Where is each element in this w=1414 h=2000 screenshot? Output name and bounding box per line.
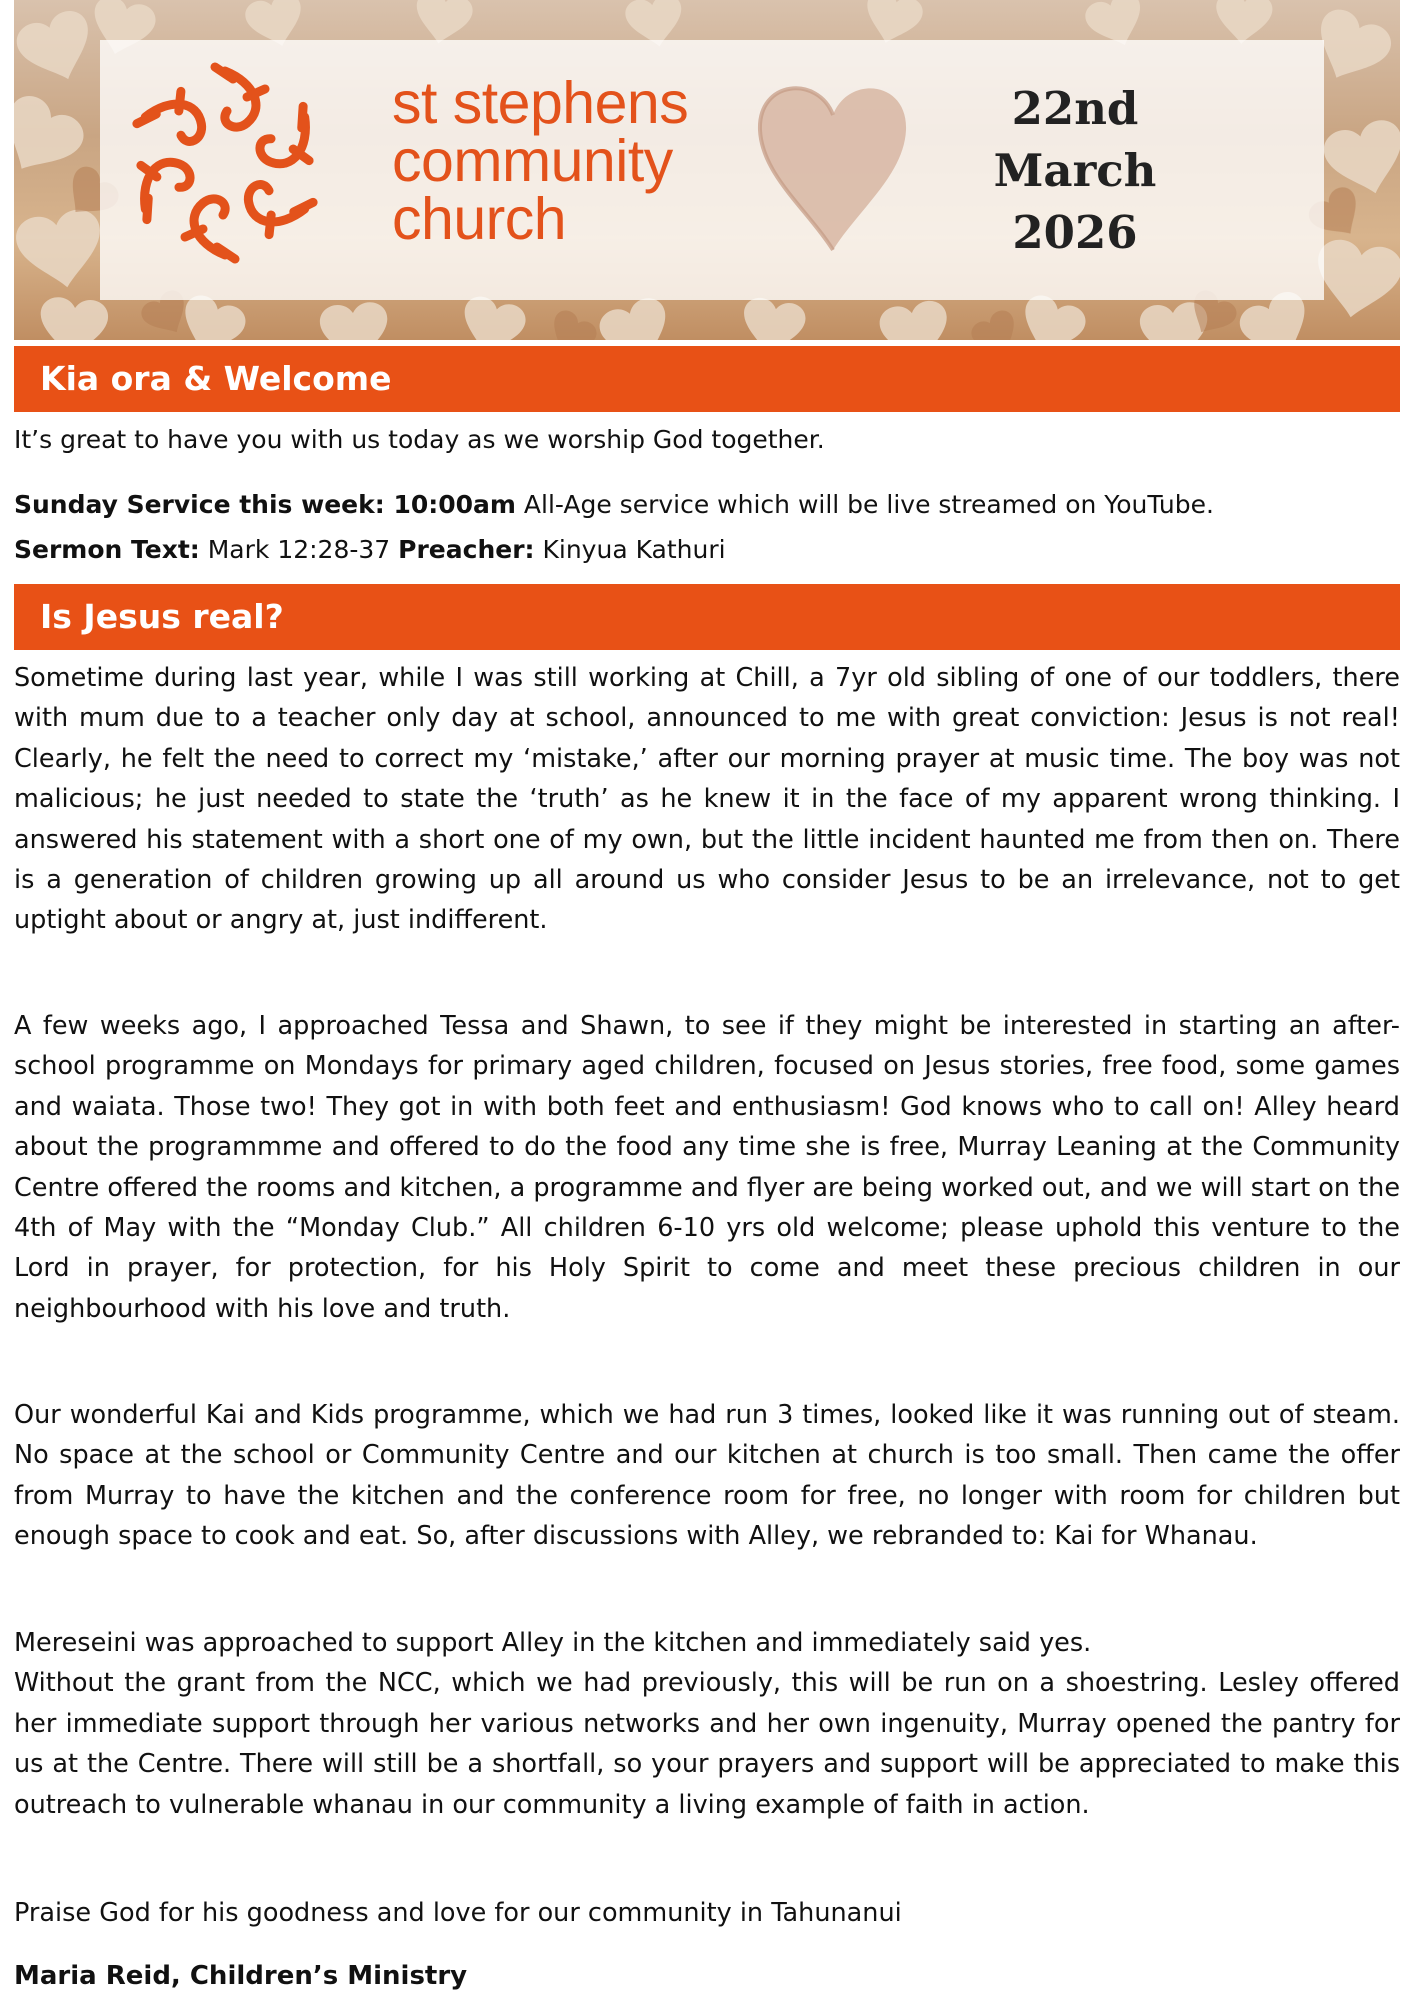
date-year: 2026 bbox=[1012, 206, 1138, 259]
article-paragraph-5: Praise God for his goodness and love for our community in Tahunanui bbox=[14, 1898, 902, 1928]
wooden-heart-icon bbox=[748, 70, 918, 260]
sermon-text: Mark 12:28-37 bbox=[199, 535, 399, 564]
date-month: March bbox=[993, 144, 1157, 197]
logo-line-1: st stephens bbox=[392, 70, 689, 136]
logo-line-2: community bbox=[392, 128, 673, 194]
church-logo-icon bbox=[120, 58, 330, 268]
logo-line-3: church bbox=[392, 186, 567, 252]
article-paragraph-3: Our wonderful Kai and Kids programme, which we had run 3 times, looked like it was running out of steam. No space at the school or Community Centre and our kitchen at church is too small. Then came the offer from Murray to have the kitchen and the conference room for free, no longer with room for children but enough space to cook and eat. So, after discussions with Alley, we rebranded to: Kai for Whanau. bbox=[14, 1400, 1400, 1552]
author-signature: Maria Reid, Children’s Ministry bbox=[14, 1961, 468, 1991]
article-heading: Is Jesus real? bbox=[14, 584, 1400, 650]
bulletin-date bbox=[970, 78, 1180, 264]
preacher-label: Preacher: bbox=[398, 535, 535, 564]
sermon-label: Sermon Text: bbox=[14, 535, 200, 564]
service-info bbox=[14, 488, 1400, 522]
service-label: Sunday Service this week: 10:00am bbox=[14, 490, 516, 519]
welcome-heading: Kia ora & Welcome bbox=[14, 346, 1400, 412]
church-name-logo-text bbox=[392, 70, 689, 252]
sermon-info bbox=[14, 533, 1400, 567]
article-paragraph-4: Mereseini was approached to support Alley in the kitchen and immediately said yes. Without the grant from the NCC, which we had previously, this will be run on a shoestring. Lesley offered her immediate support through her various networks and her own ingenuity, Murray opened the pantry for us at the Centre. There will still be a shortfall, so your prayers and support will be appreciated to make this outreach to vulnerable whanau in our community a living example of faith in action. bbox=[14, 1628, 1400, 1820]
article-paragraph-1: Sometime during last year, while I was still working at Chill, a 7yr old sibling of one of our toddlers, there with mum due to a teacher only day at school, announced to me with great conviction: Jesus is not real! Clearly, he felt the need to correct my ‘mistake,’ after our morning prayer at music time. The boy was not malicious; he just needed to state the ‘truth’ as he knew it in the face of my apparent wrong thinking. I answered his statement with a short one of my own, but the little incident haunted me from then on. There is a generation of children growing up all around us who consider Jesus to be an irrelevance, not to get uptight about or angry at, just indifferent. bbox=[14, 663, 1400, 936]
preacher-text: Kinyua Kathuri bbox=[534, 535, 726, 564]
date-day: 22nd bbox=[1011, 82, 1139, 135]
service-text: All-Age service which will be live streamed on YouTube. bbox=[515, 490, 1214, 519]
article-paragraph-2: A few weeks ago, I approached Tessa and Shawn, to see if they might be interested in starting an after-school programme on Mondays for primary aged children, focused on Jesus stories, free food, some games and waiata. Those two! They got in with both feet and enthusiasm! God knows who to call on! Alley heard about the programmme and offered to do the food any time she is free, Murray Leaning at the Community Centre offered the rooms and kitchen, a programme and flyer are being worked out, and we will start on the 4th of May with the “Monday Club.” All children 6-10 yrs old welcome; please uphold this venture to the Lord in prayer, for protection, for his Holy Spirit to come and meet these precious children in our neighbourhood with his love and truth. bbox=[14, 1011, 1401, 1324]
welcome-intro: It’s great to have you with us today as we worship God together. bbox=[14, 425, 825, 454]
